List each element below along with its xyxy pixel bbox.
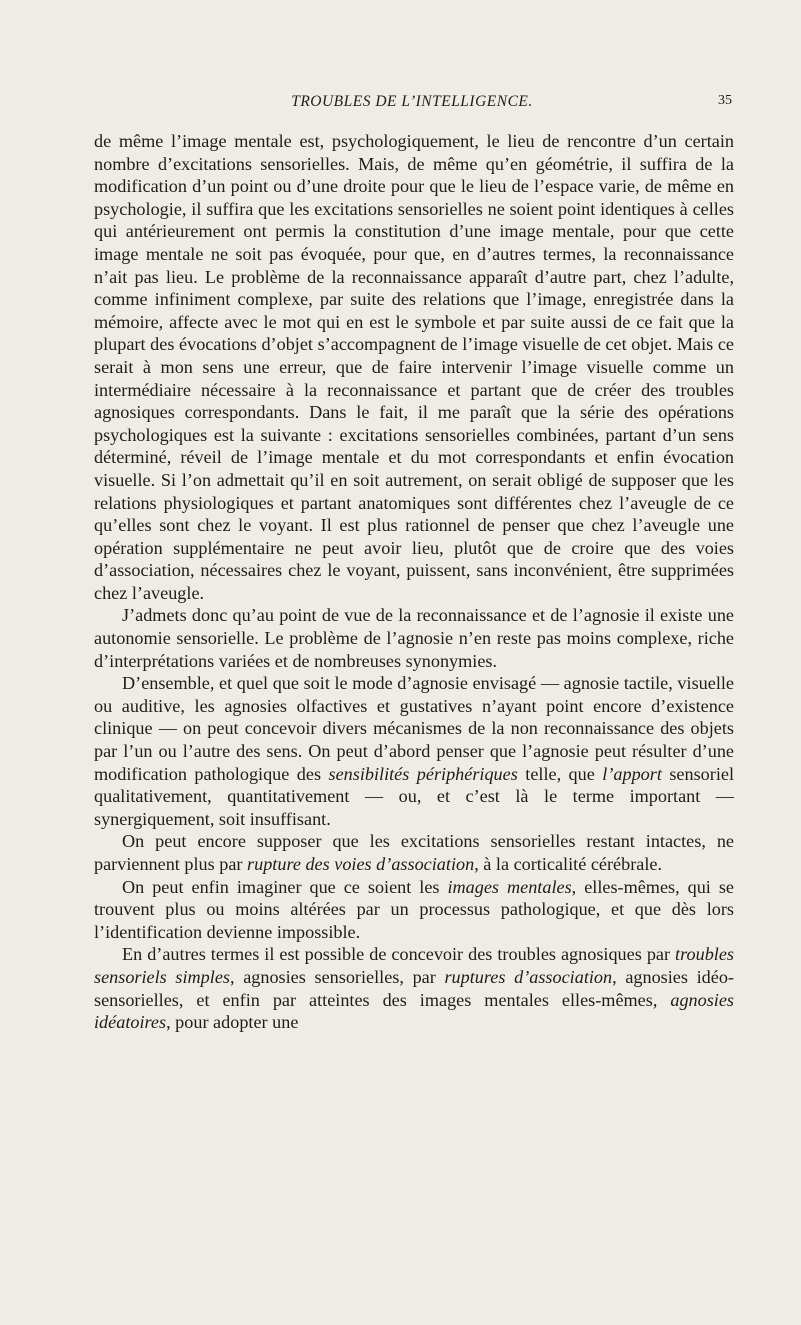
italic-term: agnosies idéatoires [94, 989, 734, 1033]
text-run: J’admets donc qu’au point de vue de la reconnaissance et de l’agnosie il existe une autonomie sensorielle. Le problème de l’agnosie n’en reste pas moins complexe, riche d’interprétations variées et de nombreuses synonymies. [94, 605, 734, 671]
text-run: de même l’image mentale est, psychologiquement, le lieu de rencontre d’un certain nombre d’excitations sensorielles. Mais, de même qu’en géométrie, il suffira de la modification d’un point ou d’une droite pour que le lieu de l’espace varie, de même en psychologie, il suffira que les excitations sensorielles ne soient point identiques à celles qui antérieurement ont permis la constitution d’une image mentale, pour que cette image mentale ne soit pas évoquée, pour que, en d’autres termes, la reconnaissance n’ait pas lieu. Le problème de la reconnaissance apparaît d’autre part, chez l’adulte, comme infiniment complexe, par suite des relations que l’image, enregistrée dans la mémoire, affecte avec le mot qui en est le symbole et par suite aussi de ce fait que la plupart des évocations d’objet s’accompagnent de l’image visuelle de cet objet. Mais ce serait à mon sens une erreur, que de faire intervenir l’image visuelle comme un intermédiaire nécessaire à la reconnaissance et partant que de créer des troubles agnosiques correspondants. Dans le fait, il me paraît que la série des opérations psychologiques est la suivante : excitations sensorielles combinées, partant d’un sens déterminé, réveil de l’image mentale et du mot correspondants et enfin évocation visuelle. Si l’on admettait qu’il en soit autrement, on serait obligé de supposer que les relations physiologiques et partant anatomiques sont différentes chez l’aveugle de ce qu’elles sont chez le voyant. Il est plus rationnel de penser que chez l’aveugle une opération supplémentaire ne peut avoir lieu, plutôt que de croire que des voies d’association, nécessaires chez le voyant, puissent, sans inconvénient, être supprimées chez l’aveugle. [94, 131, 734, 603]
running-head [94, 93, 730, 117]
text-run: , agnosies sensorielles, par [229, 966, 445, 987]
paragraph [94, 876, 734, 944]
text-run: D’ensemble, et quel que soit le mode d’agnosie envisagé — agnosie tactile, visuelle ou auditive, les agnosies olfactives et gustatives n’ayant point encore d’existence clinique — on peut concevoir divers mécanismes de la non reconnaissance des objets par l’un ou l’autre des sens. On peut d’abord penser que l’agnosie peut résulter d’une modification pathologique des [94, 673, 734, 784]
page-number: 35 [718, 93, 732, 108]
text-run: telle, que [517, 763, 603, 784]
italic-term: ruptures d’association [444, 966, 613, 987]
text-run: , pour adopter une [166, 1012, 299, 1033]
text-run: On peut encore supposer que les excitations sensorielles restant intactes, ne parviennent plus par [94, 831, 734, 874]
italic-term: sensibilités périphériques [328, 763, 518, 784]
text-run: En d’autres termes il est possible de concevoir des troubles agnosiques par [122, 944, 676, 965]
paragraph [94, 604, 734, 672]
paragraph [94, 830, 734, 875]
text-run: , à la corticalité cérébrale. [474, 854, 662, 874]
paragraph [94, 672, 734, 830]
italic-term: rupture des voies d’association [247, 854, 475, 874]
paragraph [94, 130, 734, 604]
text-run: , elles-mêmes, qui se trouvent plus ou moins altérées par un processus pathologique, et que dès lors l’identification devienne impossible. [94, 876, 734, 942]
paragraph [94, 943, 734, 1033]
text-run: On peut enfin imaginer que ce soient les [122, 876, 448, 897]
body-text [94, 130, 734, 1034]
italic-term: l’apport [602, 763, 662, 784]
italic-term: troubles sensoriels simples [94, 944, 734, 987]
text-run: , agnosies idéo-sensorielles, et enfin par atteintes des images mentales elles-mêmes, [94, 966, 734, 1010]
text-run: sensoriel qualitativement, quantitativement — ou, et c’est là le terme important — synergiquement, soit insuffisant. [94, 763, 735, 829]
italic-term: images mentales [447, 876, 572, 897]
running-title: TROUBLES DE L’INTELLIGENCE. [291, 93, 533, 110]
